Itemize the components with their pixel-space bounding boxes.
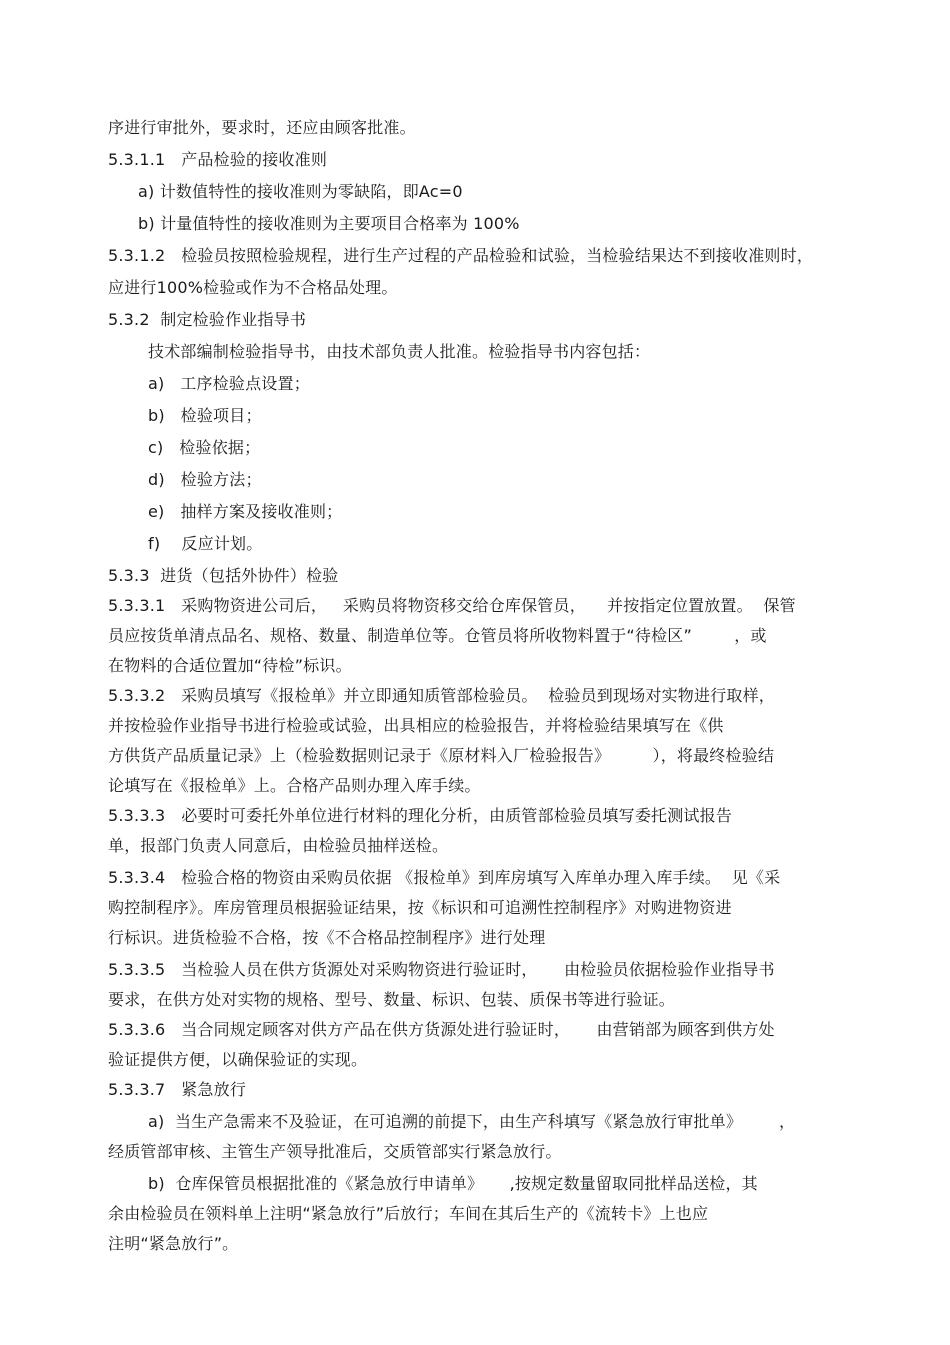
text-line: a) 当生产急需来不及验证，在可追溯的前提下，由生产科填写《紧急放行审批单》 ， bbox=[148, 1112, 796, 1131]
text-line: 5.3.3.4 检验合格的物资由采购员依据 《报检单》到库房填写入库单办理入库手续。 见《采 bbox=[108, 868, 781, 887]
text-line: 单，报部门负责人同意后，由检验员抽样送检。 bbox=[108, 836, 449, 855]
list-item: c) 检验依据； bbox=[148, 438, 261, 457]
text-line: 并按检验作业指导书进行检验或试验，出具相应的检验报告，并将检验结果填写在《供 bbox=[108, 716, 724, 735]
text-line: 行标识。进货检验不合格，按《不合格品控制程序》进行处理 bbox=[108, 928, 546, 947]
list-item: e) 抽样方案及接收准则； bbox=[148, 502, 343, 521]
text-line: 5.3.3.2 采购员填写《报检单》并立即通知质管部检验员。 检验员到现场对实物进行取样， bbox=[108, 686, 776, 705]
list-item: b) 检验项目； bbox=[148, 406, 262, 425]
text-line: 5.3.1.2 检验员按照检验规程，进行生产过程的产品检验和试验，当检验结果达不到接收准则时， bbox=[108, 246, 814, 265]
text-line: 验证提供方便，以确保验证的实现。 bbox=[108, 1050, 368, 1069]
text-line: b) 计量值特性的接收准则为主要项目合格率为 100% bbox=[138, 214, 520, 233]
text-line: b) 仓库保管员根据批准的《紧急放行申请单》 ,按规定数量留取同批样品送检，其 bbox=[148, 1174, 758, 1193]
section-heading: 5.3.1.1 产品检验的接收准则 bbox=[108, 150, 328, 169]
section-heading: 5.3.2 制定检验作业指导书 bbox=[108, 310, 307, 329]
text-line: 经质管部审核、主管生产领导批准后，交质管部实行紧急放行。 bbox=[108, 1142, 562, 1161]
list-item: f) 反应计划。 bbox=[148, 534, 263, 553]
list-item: a) 工序检验点设置； bbox=[148, 374, 310, 393]
section-heading: 5.3.3.7 紧急放行 bbox=[108, 1080, 247, 1099]
list-item: d) 检验方法； bbox=[148, 470, 262, 489]
text-line: 要求，在供方处对实物的规格、型号、数量、标识、包装、质保书等进行验证。 bbox=[108, 990, 676, 1009]
text-line: 员应按货单清点品名、规格、数量、制造单位等。仓管员将所收物料置于“待检区” ，或 bbox=[108, 626, 767, 645]
text-line: 在物料的合适位置加“待检”标识。 bbox=[108, 656, 352, 675]
text-line: 5.3.3.1 采购物资进公司后， 采购员将物资移交给仓库保管员， 并按指定位置放置。 保管 bbox=[108, 596, 796, 615]
text-line: 5.3.3.6 当合同规定顾客对供方产品在供方货源处进行验证时， 由营销部为顾客到供方处 bbox=[108, 1020, 775, 1039]
text-line: 余由检验员在领料单上注明“紧急放行”后放行；车间在其后生产的《流转卡》上也应 bbox=[108, 1204, 709, 1223]
section-heading: 5.3.3 进货（包括外协件）检验 bbox=[108, 566, 339, 585]
text-line: a) 计数值特性的接收准则为零缺陷，即Ac=0 bbox=[138, 182, 463, 201]
text-line: 方供货产品质量记录》上（检验数据则记录于《原材料入厂检验报告》 ），将最终检验结 bbox=[108, 746, 775, 765]
text-line: 5.3.3.3 必要时可委托外单位进行材料的理化分析，由质管部检验员填写委托测试报告 bbox=[108, 806, 733, 825]
text-line: 应进行100%检验或作为不合格品处理。 bbox=[108, 278, 398, 297]
text-line: 序进行审批外，要求时，还应由顾客批准。 bbox=[108, 118, 416, 137]
text-line: 5.3.3.5 当检验人员在供方货源处对采购物资进行验证时， 由检验员依据检验作业指导书 bbox=[108, 960, 775, 979]
text-line: 购控制程序》。库房管理员根据验证结果，按《标识和可追溯性控制程序》对购进物资进 bbox=[108, 898, 732, 917]
text-line: 技术部编制检验指导书，由技术部负责人批准。检验指导书内容包括： bbox=[148, 342, 651, 361]
text-line: 注明“紧急放行”。 bbox=[108, 1234, 239, 1253]
text-line: 论填写在《报检单》上。合格产品则办理入库手续。 bbox=[108, 776, 481, 795]
